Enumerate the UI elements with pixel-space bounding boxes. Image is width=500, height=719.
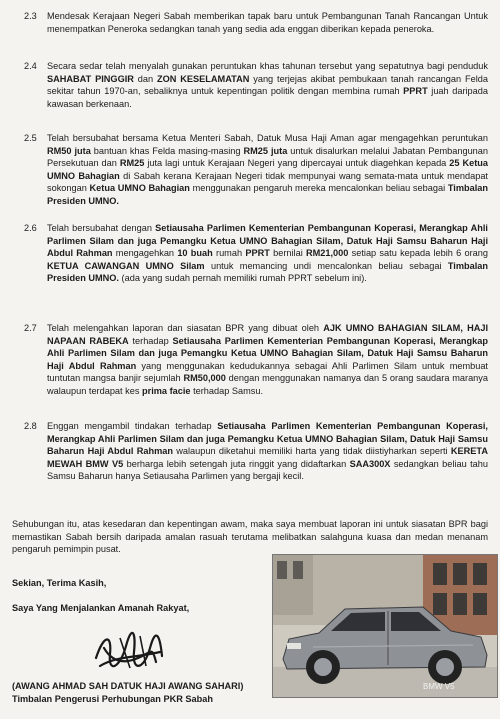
text-run: dengan menggunakan namanya dan 5 orang saudara maranya walaupun terdapat kes [47,373,488,396]
bold-run: Setiausaha Parlimen Kementerian Pembangunan Koperasi, Merangkap Ahli Parlimen Silam dan juga Pemangku Ketua UMNO Bahagian Silam, Datuk Haji Samsu Baharun Haji Abdul Rahman [47,421,488,457]
car-photo [272,554,498,698]
point-number: 2.5 [24,133,37,143]
text-run: setiap satu kepada lebih 6 orang [348,248,489,259]
text-run: sedangkan beliau tahu Samsu Baharun hanya Setiausaha Parlimen yang bergaji kecil. [47,458,488,482]
point-2-3 [24,10,488,35]
point-text [47,420,488,483]
bold-run: RM21,000 [306,248,349,259]
bold-run: RM25 [119,158,145,169]
text-run: juah daripada kawasan berkenaan. [47,86,488,109]
bmw-car-illustration [273,555,497,697]
text-run: terhadap [128,335,173,346]
point-text [47,322,488,398]
text-run: yang menggunakan kedudukannya sebagai Ahli Parlimen Silam untuk membuat tuntutan mangsa banjir sejumlah [47,360,488,384]
signer-name: (AWANG AHMAD SAH DATUK HAJI AWANG SAHARI) [12,681,244,691]
text-run: yang terjejas akibat pembukaan tanah rancangan Felda sekitar tahun 1970-an, sebaliknya untuk kepentingan politik dengan membina rumah [47,73,488,97]
bold-run: PPRT [245,248,270,259]
bold-run: AJK UMNO BAHAGIAN SILAM, HAJI NAPAAN RABEKA [47,323,489,346]
point-text [47,60,488,110]
text-run: untuk memancing undi mencalonkan beliau sebagai [204,260,448,271]
text-run: terhadap Samsu. [190,385,264,396]
point-text [47,10,488,35]
text-run: rumah [212,248,246,259]
text-run: bantuan khas Felda masing-masing [90,145,244,156]
signer-title: Timbalan Pengerusi Perhubungan PKR Sabah [12,694,213,704]
point-2-7 [24,322,488,398]
signature-image [90,628,168,676]
text-run: Telah melengahkan laporan dan siasatan BPR yang dibuat oleh [47,323,324,333]
point-text [47,222,488,285]
bold-run: prima facie [142,385,191,396]
text-run: Mendesak Kerajaan Negeri Sabah memberikan tapak baru untuk Pembangunan Tanah Rancangan Untuk menempatkan Peneroka sedangkan tanah yang sedia ada enggan diberikan kepada peneroka. [47,11,488,34]
greeting: Sekian, Terima Kasih, [12,578,107,588]
bold-run: RM50 juta [47,145,91,156]
text-run: Secara sedar telah menyalah gunakan peruntukan khas tahunan tersebut yang sepatutnya bagi penduduk [47,61,488,71]
bold-run: Setiausaha Parlimen Kementerian Pembangunan Koperasi, Merangkap Ahli Parlimen Silam dan juga Pemangku Ketua UMNO Bahagian Silam, Datuk Haji Samsu Baharun Haji Abdul Rahman [47,335,488,371]
text-run: dan [133,73,158,84]
point-2-4 [24,60,488,110]
bold-run: Setiausaha Parlimen Kementerian Pembangunan Koperasi, Merangkap Ahli Parlimen Silam dan juga Pemangku Ketua UMNO Bahagian Silam, Datuk Haji Samsu Baharun Haji Abdul Rahman [47,223,488,259]
trust-line: Saya Yang Menjalankan Amanah Rakyat, [12,603,190,613]
photo-caption: BMW V5 [423,682,455,691]
text-run: Telah bersubahat bersama Ketua Menteri Sabah, Datuk Musa Haji Aman agar mengagehkan peruntukan [47,133,488,143]
text-run: di Sabah kerana Kerajaan Negeri tidak mempunyai wang semata-mata untuk mendapat sokongan [47,170,488,194]
point-number: 2.6 [24,223,37,233]
bold-run: 10 buah [177,248,213,259]
text-run: berharga lebih setengah juta ringgit yang didaftarkan [123,458,350,469]
point-2-5 [24,132,488,208]
point-2-8 [24,420,488,483]
closing-paragraph: Sehubungan itu, atas kesedaran dan kepentingan awam, maka saya membuat laporan ini untuk siasatan BPR bagi memastikan Sabah bersih daripada amalan rasuah terutama melibatkan salahguna kuasa dan medan menanam pengaruh pemimpin pusat. [12,519,488,555]
bold-run: SAA300X [349,458,391,469]
point-number: 2.4 [24,61,37,71]
point-text [47,132,488,208]
text-run: (ada yang sudah pernah memiliki rumah PPRT sebelum ini). [118,273,367,284]
point-number: 2.8 [24,421,37,431]
point-2-6 [24,222,488,285]
text-run: untuk disalurkan melalui Jabatan Pembangunan Persekutuan dan [47,145,489,169]
text-run: juta lagi untuk Kerajaan Negeri yang dipercayai untuk diagehkan kepada [144,158,450,169]
bold-run: PPRT [403,86,428,97]
text-run: Enggan mengambil tindakan terhadap [47,421,218,431]
point-number: 2.7 [24,323,37,333]
bold-run: Ketua UMNO Bahagian [89,183,190,194]
bold-run: KETUA CAWANGAN UMNO Silam [47,260,205,271]
bold-run: Timbalan Presiden UMNO. [47,260,488,284]
text-run: mengagehkan [112,248,178,259]
bold-run: Timbalan Presiden UMNO. [47,183,488,206]
text-run: menggunakan pengaruh mereka mencalonkan beliau sebagai [189,183,448,194]
bold-run: RM50,000 [183,373,226,384]
point-number: 2.3 [24,11,37,21]
text-run: walaupun diketahui memiliki harta yang tidak diistiyharkan seperti [172,446,451,457]
bold-run: KERETA MEWAH BMW V5 [47,446,488,469]
bold-run: ZON KESELAMATAN [157,73,250,84]
bold-run: SAHABAT PINGGIR [47,73,134,84]
bold-run: 25 Ketua UMNO Bahagian [47,158,488,181]
text-run: Telah bersubahat dengan [47,223,156,233]
text-run: bernilai [269,248,306,259]
bold-run: RM25 juta [243,145,288,156]
